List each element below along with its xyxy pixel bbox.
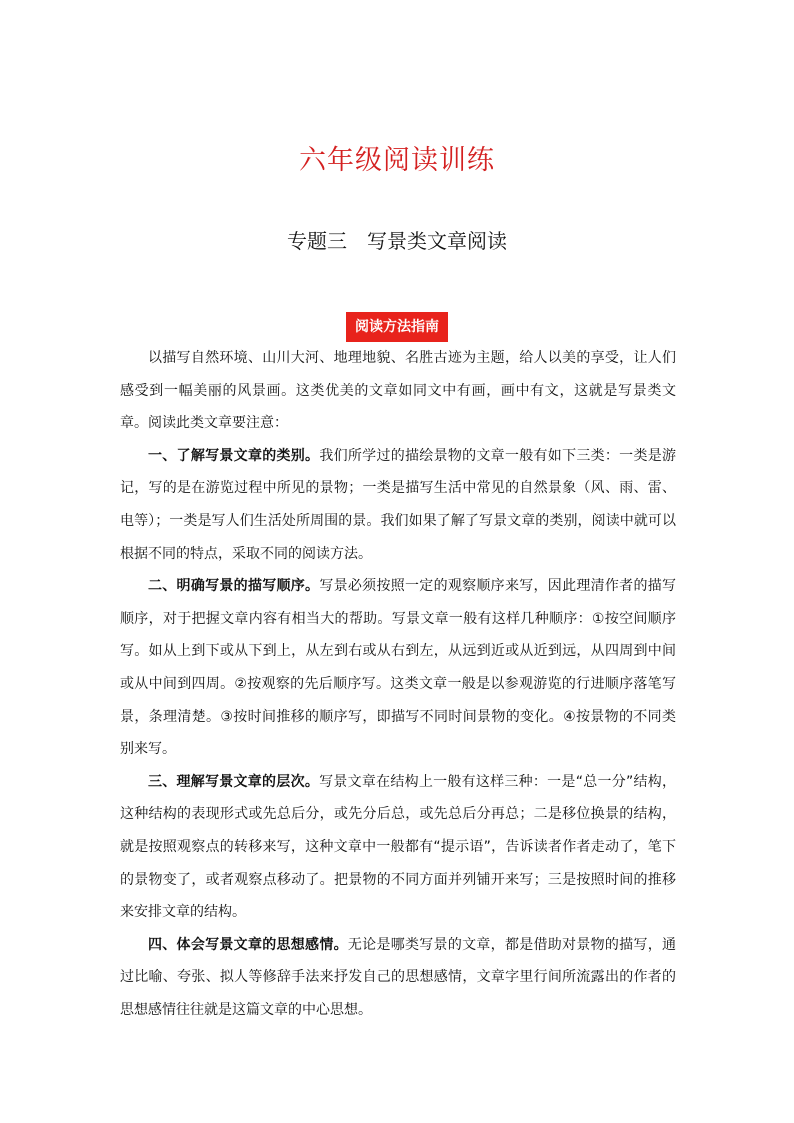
topic-subtitle: 专题三 写景类文章阅读 <box>287 229 507 253</box>
section-paragraph-4 <box>120 929 676 1027</box>
section-text-2: 写景必须按照一定的观察顺序来写，因此理清作者的描写顺序，对于把握文章内容有相当大的帮助。写景文章一般有这样几种顺序：①按空间顺序写。如从上到下或从下到上，从左到右或从右到左，从远到近或从近到远，从四周到中间或从中间到四周。②按观察的先后顺序写。这类文章一般是以参观游览的行进顺序落笔写景，条理清楚。③按时间推移的顺序写，即描写不同时间景物的变化。④按景物的不同类别来写。 <box>120 578 677 758</box>
section-text-3: 写景文章在结构上一般有这样三种：一是“总一分”结构，这种结构的表现形式或先总后分，或先分后总，或先总后分再总；二是移位换景的结构，就是按照观察点的转移来写，这种文章中一般都有“提示语”，告诉读者作者走动了，笔下的景物变了，或者观察点移动了。把景物的不同方面并列铺开来写；三是按照时间的推移来安排文章的结构。 <box>120 773 676 921</box>
intro-paragraph: 以描写自然环境、山川大河、地理地貌、名胜古迹为主题，给人以美的享受，让人们感受到一幅美丽的风景画。这类优美的文章如同文中有画，画中有文，这就是写景类文章。阅读此类文章要注意： <box>120 350 676 432</box>
section-text-1: 我们所学过的描绘景物的文章一般有如下三类：一类是游记，写的是在游览过程中所见的景物；一类是描写生活中常见的自然景象（风、雨、雷、电等）；一类是写人们生活处所周围的景。我们如果了解了写景文章的类别，阅读中就可以根据不同的特点，采取不同的阅读方法。 <box>120 447 677 562</box>
section-paragraph-2 <box>120 570 676 766</box>
page-title: 六年级阅读训练 <box>299 145 495 176</box>
article-body <box>120 342 676 1026</box>
badge-container <box>0 312 794 342</box>
section-heading-2: 二、明确写景的描写顺序。 <box>148 578 320 595</box>
section-heading-3: 三、理解写景文章的层次。 <box>148 773 320 790</box>
method-guide-badge: 阅读方法指南 <box>346 312 448 342</box>
section-heading-1: 一、了解写景文章的类别。 <box>148 447 320 464</box>
section-paragraph-3 <box>120 766 676 929</box>
section-heading-4: 四、体会写景文章的思想感情。 <box>148 936 348 953</box>
section-text-4: 无论是哪类写景的文章，都是借助对景物的描写，通过比喻、夸张、拟人等修辞手法来抒发自己的思想感情，文章字里行间所流露出的作者的思想感情往往就是这篇文章的中心思想。 <box>120 936 677 1018</box>
section-paragraph-1 <box>120 440 676 570</box>
